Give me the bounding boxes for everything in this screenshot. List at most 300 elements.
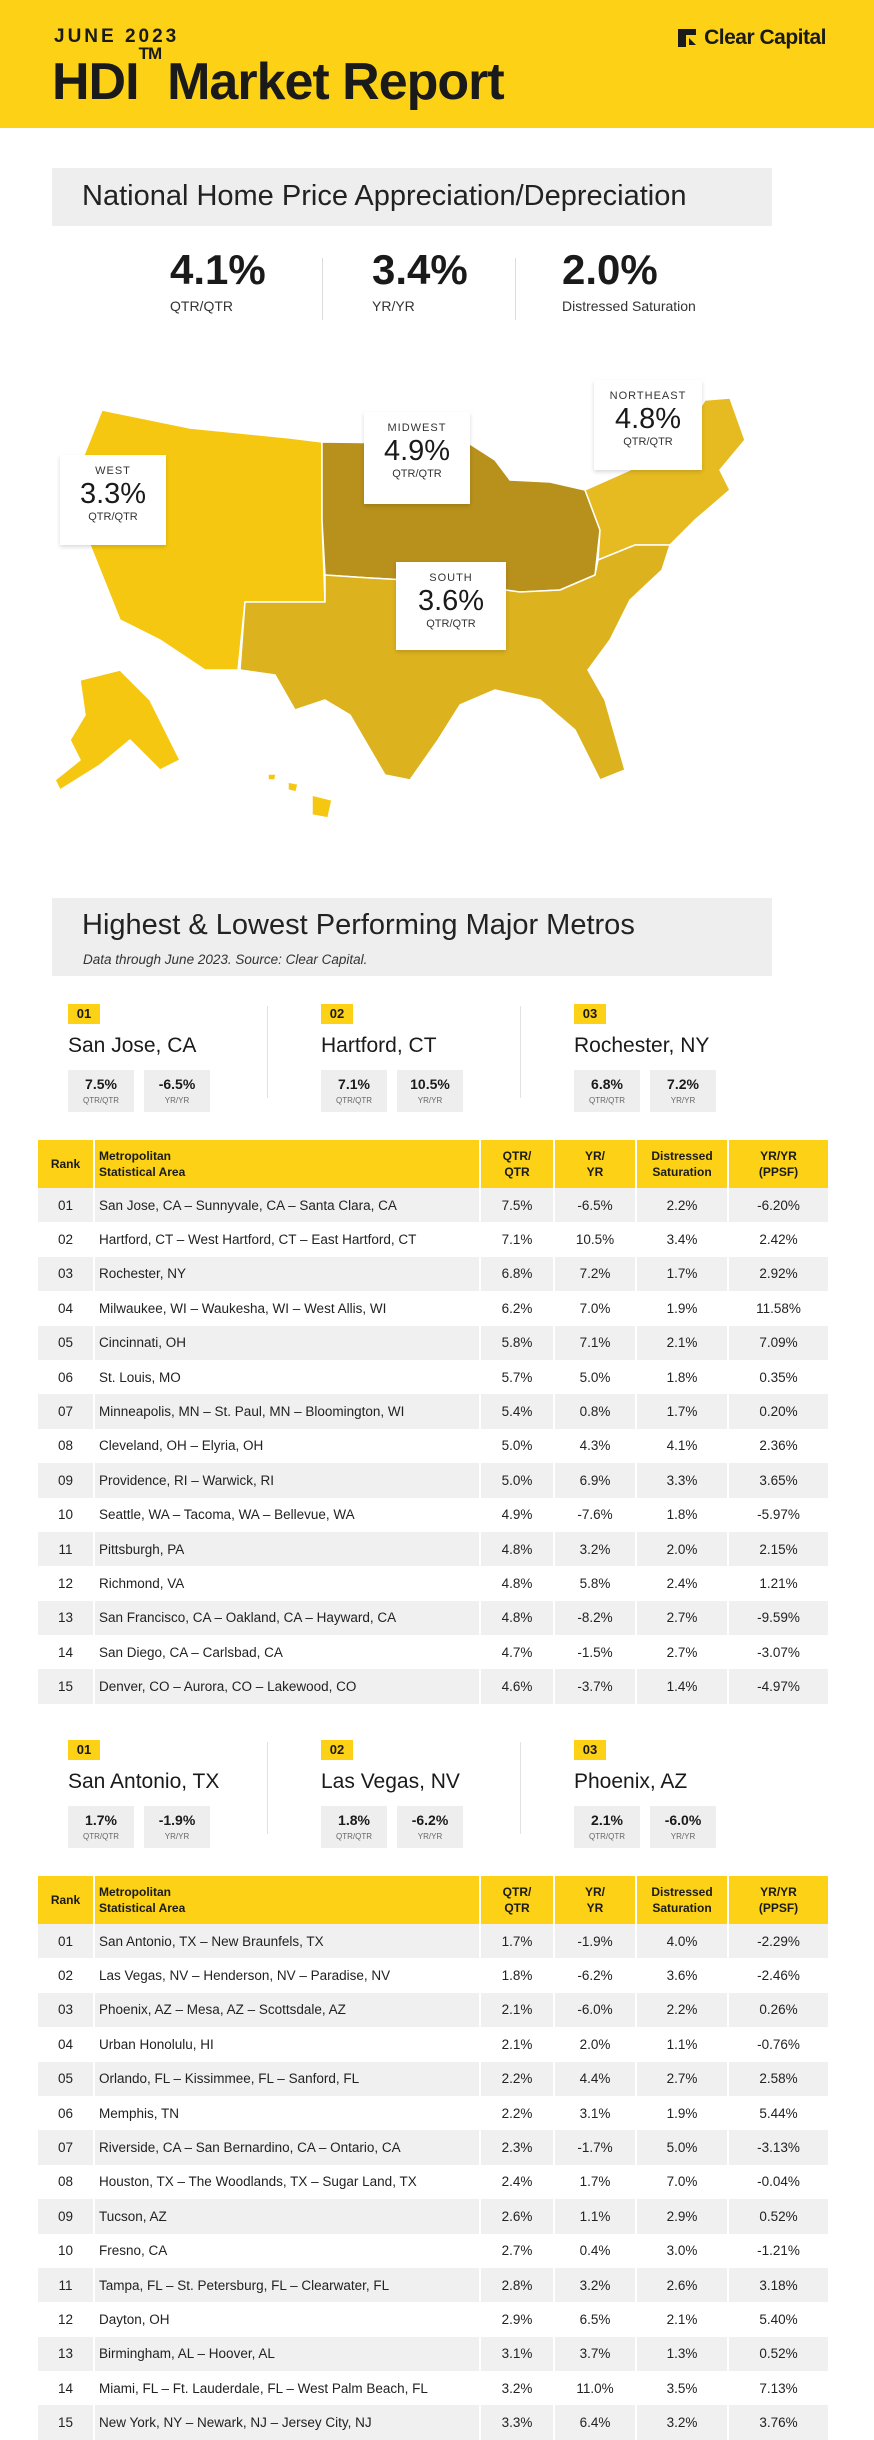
table-row (38, 1566, 828, 1600)
metro-card (558, 1004, 778, 1114)
cell-yr: 4.3% (554, 1429, 636, 1463)
cell-ppsf: 0.52% (728, 2199, 828, 2233)
cell-yr: 7.1% (554, 1326, 636, 1360)
cell-rank: 13 (38, 1601, 94, 1635)
title-suffix: Market Report (167, 53, 504, 111)
cell-metro: Rochester, NY (94, 1257, 480, 1291)
metro-card-qtr-label: QTR/QTR (83, 1832, 119, 1841)
stat-divider (322, 258, 323, 320)
cell-distressed: 1.8% (636, 1498, 728, 1532)
cell-rank: 14 (38, 2371, 94, 2405)
metro-card-qtr (321, 1806, 387, 1848)
cell-ppsf: -0.04% (757, 2174, 800, 2190)
cell-distressed: 4.0% (636, 1924, 728, 1958)
report-header (0, 0, 874, 128)
cell-distressed: 3.3% (636, 1463, 728, 1497)
cell-ppsf: 3.65% (728, 1463, 828, 1497)
table-row (38, 1429, 828, 1463)
cell-metro: Riverside, CA – San Bernardino, CA – Ontario, CA (94, 2130, 480, 2164)
cell-rank: 15 (38, 2405, 94, 2439)
cell-rank: 10 (38, 1498, 94, 1532)
cell-metro: Miami, FL – Ft. Lauderdale, FL – West Palm Beach, FL (94, 2371, 480, 2405)
metro-card-city: Phoenix, AZ (574, 1770, 688, 1793)
cell-distressed: 2.0% (636, 1532, 728, 1566)
metro-card-yr-label: YR/YR (164, 1096, 190, 1105)
table-row (38, 2268, 828, 2302)
cell-qtr: 4.8% (480, 1532, 554, 1566)
cell-distressed: 3.0% (636, 2234, 728, 2268)
metro-card-yr-label: YR/YR (164, 1832, 190, 1841)
metro-card-qtr (574, 1070, 640, 1112)
us-region-map (40, 370, 820, 840)
cell-qtr: 3.2% (480, 2371, 554, 2405)
cell-ppsf: 7.13% (759, 2380, 798, 2396)
metro-card-city: Rochester, NY (574, 1034, 710, 1057)
metro-card (52, 1740, 272, 1850)
cell-yr: -1.5% (554, 1635, 636, 1669)
table-row (38, 1222, 828, 1256)
cell-yr: 6.4% (554, 2405, 636, 2439)
cell-ppsf: -4.97% (728, 1669, 828, 1703)
cell-yr: -6.2% (554, 1958, 636, 1992)
header-distressed: Distressed Saturation (636, 1140, 728, 1188)
cell-ppsf: 7.09% (728, 1326, 828, 1360)
metro-card-qtr-value: 1.8% (338, 1812, 370, 1828)
cell-distressed: 2.2% (636, 1993, 728, 2027)
cell-metro: Milwaukee, WI – Waukesha, WI – West Allis, WI (94, 1291, 480, 1325)
metro-card (558, 1740, 778, 1850)
table-row (38, 2234, 828, 2268)
cell-distressed: 2.7% (636, 1601, 728, 1635)
cell-rank: 13 (38, 2337, 94, 2371)
metro-card-yr-label: YR/YR (417, 1096, 443, 1105)
table-row (38, 1326, 828, 1360)
table-header-row (38, 1140, 828, 1188)
cell-ppsf: -5.97% (757, 1507, 800, 1523)
brand-logo-icon (676, 27, 698, 49)
table-row (38, 2062, 828, 2096)
cell-distressed: 1.9% (636, 1291, 728, 1325)
callout-northeast-label: QTR/QTR (623, 436, 673, 448)
cell-ppsf: -2.46% (757, 1968, 800, 1984)
metro-card (305, 1740, 525, 1850)
cell-qtr: 2.2% (480, 2096, 554, 2130)
metro-card-yr-value: -6.2% (411, 1812, 449, 1828)
cell-ppsf: 2.92% (728, 1257, 828, 1291)
cell-metro: Pittsburgh, PA (94, 1532, 480, 1566)
metro-card-rank: 01 (68, 1740, 100, 1760)
title-prefix: HDI (52, 53, 139, 111)
cell-distressed: 2.9% (636, 2199, 728, 2233)
cell-metro: Urban Honolulu, HI (94, 2027, 480, 2061)
cell-qtr: 4.9% (480, 1498, 554, 1532)
cell-metro: Phoenix, AZ – Mesa, AZ – Scottsdale, AZ (94, 1993, 480, 2027)
cell-yr: -1.9% (554, 1924, 636, 1958)
cell-yr: 4.4% (554, 2062, 636, 2096)
stat-distressed-value: 2.0% (562, 246, 658, 293)
cell-yr: 3.1% (554, 2096, 636, 2130)
header-rank: Rank (38, 1876, 94, 1924)
metro-card-qtr (68, 1070, 134, 1112)
header-distressed: Distressed Saturation (636, 1876, 728, 1924)
cell-metro: Tucson, AZ (94, 2199, 480, 2233)
table-row (38, 1188, 828, 1222)
metros-banner (52, 898, 772, 976)
metro-card-qtr-value: 6.8% (591, 1076, 623, 1092)
cell-qtr: 3.1% (480, 2337, 554, 2371)
cell-distressed: 3.6% (636, 1958, 728, 1992)
table-header-row (38, 1876, 828, 1924)
callout-midwest (364, 412, 470, 504)
cell-metro: Cleveland, OH – Elyria, OH (94, 1429, 480, 1463)
stat-distressed (562, 246, 696, 314)
cell-distressed: 1.4% (636, 1669, 728, 1703)
trademark-mark: TM (138, 43, 162, 63)
cell-yr: -1.7% (554, 2130, 636, 2164)
metro-card-qtr-value: 7.1% (338, 1076, 370, 1092)
cell-qtr: 5.7% (480, 1360, 554, 1394)
cell-distressed: 2.4% (636, 1566, 728, 1600)
stat-yr-value: 3.4% (372, 246, 468, 293)
stat-yr (372, 246, 468, 314)
stat-divider (515, 258, 516, 320)
metro-card-qtr-value: 1.7% (85, 1812, 117, 1828)
cell-qtr: 1.7% (480, 1924, 554, 1958)
cell-qtr: 2.2% (480, 2062, 554, 2096)
cell-rank: 06 (38, 2096, 94, 2130)
cell-yr: 3.7% (554, 2337, 636, 2371)
metro-card (305, 1004, 525, 1114)
cell-yr: -7.6% (554, 1498, 636, 1532)
cell-rank: 07 (38, 2130, 94, 2164)
cell-distressed: 1.7% (636, 1394, 728, 1428)
metro-card-yr (144, 1070, 210, 1112)
cell-rank: 11 (38, 1532, 94, 1566)
metro-card-yr-value: 10.5% (410, 1076, 450, 1092)
metro-card-city: Las Vegas, NV (321, 1770, 460, 1793)
cell-rank: 03 (38, 1993, 94, 2027)
cell-metro: Denver, CO – Aurora, CO – Lakewood, CO (94, 1669, 480, 1703)
header-metro: Metropolitan Statistical Area (94, 1140, 480, 1188)
table-row (38, 1257, 828, 1291)
cell-yr: 6.5% (554, 2302, 636, 2336)
cell-distressed: 3.4% (636, 1222, 728, 1256)
cell-distressed: 3.5% (636, 2371, 728, 2405)
table-row (38, 1601, 828, 1635)
cell-rank: 01 (38, 1188, 94, 1222)
metro-card (52, 1004, 272, 1114)
callout-midwest-region: MIDWEST (387, 422, 447, 434)
metro-card-qtr (68, 1806, 134, 1848)
stat-qtr-value: 4.1% (170, 246, 266, 293)
metro-card-rank: 02 (321, 1740, 353, 1760)
header-metro: Metropolitan Statistical Area (94, 1876, 480, 1924)
cell-metro: Fresno, CA (94, 2234, 480, 2268)
stat-yr-label: YR/YR (372, 298, 415, 314)
cell-distressed: 1.7% (636, 1257, 728, 1291)
cell-ppsf: -3.13% (728, 2130, 828, 2164)
table-row (38, 1924, 828, 1958)
region-west-hawaii-shape (288, 782, 298, 792)
cell-ppsf: 0.35% (759, 1369, 798, 1385)
cell-rank: 02 (38, 1958, 94, 1992)
metros-title: Highest & Lowest Performing Major Metros (82, 909, 635, 941)
table-row (38, 1291, 828, 1325)
cell-qtr: 6.8% (480, 1257, 554, 1291)
cell-rank: 14 (38, 1635, 94, 1669)
report-title (52, 43, 504, 112)
cell-yr: 7.2% (554, 1257, 636, 1291)
cell-metro: Seattle, WA – Tacoma, WA – Bellevue, WA (94, 1498, 480, 1532)
cell-metro: San Jose, CA – Sunnyvale, CA – Santa Clara, CA (94, 1188, 480, 1222)
cell-qtr: 6.2% (480, 1291, 554, 1325)
cell-qtr: 2.6% (480, 2199, 554, 2233)
table-row (38, 2165, 828, 2199)
region-west-alaska-shape (55, 670, 180, 790)
cell-qtr: 3.3% (480, 2405, 554, 2439)
callout-midwest-value: 4.9% (383, 435, 451, 467)
table-row (38, 2405, 828, 2439)
cell-yr: 5.0% (554, 1360, 636, 1394)
header-ppsf: YR/YR (PPSF) (728, 1140, 828, 1188)
table-row (38, 2096, 828, 2130)
metro-card-city: San Antonio, TX (68, 1770, 220, 1793)
cell-rank: 05 (38, 2062, 94, 2096)
header-qtr: QTR/ QTR (480, 1876, 554, 1924)
callout-midwest-label: QTR/QTR (392, 468, 442, 480)
table-row (38, 1463, 828, 1497)
region-west-hawaii-shape (312, 795, 332, 818)
cell-ppsf: 0.52% (728, 2337, 828, 2371)
cell-ppsf: 0.20% (728, 1394, 828, 1428)
cell-yr: -6.5% (554, 1188, 636, 1222)
table-row (38, 1498, 828, 1532)
brand-logo (676, 26, 826, 50)
cell-rank: 08 (38, 2165, 94, 2199)
cell-metro: Memphis, TN (94, 2096, 480, 2130)
callout-south (396, 562, 506, 650)
cell-ppsf: 2.36% (759, 1438, 798, 1454)
metro-card-yr-label: YR/YR (417, 1832, 443, 1841)
cell-yr: 1.7% (554, 2165, 636, 2199)
callout-northeast-region: NORTHEAST (609, 390, 687, 402)
table-row (38, 2027, 828, 2061)
cell-yr: 10.5% (554, 1222, 636, 1256)
metro-card-yr (650, 1806, 716, 1848)
header-qtr: QTR/ QTR (480, 1140, 554, 1188)
cell-qtr: 2.1% (480, 2027, 554, 2061)
cell-distressed: 2.1% (636, 2302, 728, 2336)
metro-card-yr (397, 1070, 463, 1112)
metro-card-yr-value: 7.2% (667, 1076, 699, 1092)
cell-distressed: 1.8% (636, 1360, 728, 1394)
cell-metro: Dayton, OH (94, 2302, 480, 2336)
cell-rank: 03 (38, 1257, 94, 1291)
cell-ppsf: -1.21% (757, 2243, 800, 2259)
callout-south-region: SOUTH (429, 572, 473, 584)
cell-ppsf: 11.58% (756, 1300, 801, 1316)
card-divider (267, 1006, 268, 1098)
metro-card-qtr (574, 1806, 640, 1848)
report-month: JUNE 2023 (54, 26, 180, 47)
metro-card-yr-label: YR/YR (670, 1096, 696, 1105)
cell-qtr: 4.8% (480, 1601, 554, 1635)
cell-yr: 1.1% (554, 2199, 636, 2233)
cell-distressed: 2.7% (636, 2062, 728, 2096)
cell-yr: 0.4% (554, 2234, 636, 2268)
cell-metro: Las Vegas, NV – Henderson, NV – Paradise, NV (94, 1958, 480, 1992)
table-row (38, 1360, 828, 1394)
cell-metro: Birmingham, AL – Hoover, AL (94, 2337, 480, 2371)
card-divider (520, 1742, 521, 1834)
cell-qtr: 7.1% (480, 1222, 554, 1256)
metro-card-qtr-value: 2.1% (591, 1812, 623, 1828)
cell-ppsf: 2.42% (759, 1232, 798, 1248)
metro-card-yr-value: -6.5% (158, 1076, 196, 1092)
cell-ppsf: 1.21% (759, 1575, 798, 1591)
cell-ppsf: -9.59% (728, 1601, 828, 1635)
metros-subtitle: Data through June 2023. Source: Clear Capital. (83, 952, 368, 967)
national-title: National Home Price Appreciation/Depreciation (82, 180, 687, 212)
cell-qtr: 1.8% (480, 1958, 554, 1992)
cell-qtr: 2.9% (480, 2302, 554, 2336)
brand-name: Clear Capital (704, 26, 826, 49)
header-yr: YR/ YR (554, 1140, 636, 1188)
cell-rank: 10 (38, 2234, 94, 2268)
cell-yr: 5.8% (554, 1566, 636, 1600)
cell-rank: 12 (38, 2302, 94, 2336)
cell-rank: 15 (38, 1669, 94, 1703)
callout-northeast (594, 380, 702, 470)
cell-distressed: 2.2% (636, 1188, 728, 1222)
callout-west (60, 455, 166, 545)
cell-yr: -8.2% (554, 1601, 636, 1635)
cell-rank: 11 (38, 2268, 94, 2302)
cell-yr: 7.0% (554, 1291, 636, 1325)
cell-ppsf: 3.18% (728, 2268, 828, 2302)
cell-ppsf: 2.15% (728, 1532, 828, 1566)
cell-rank: 04 (38, 1291, 94, 1325)
national-banner (52, 168, 772, 226)
cell-rank: 09 (38, 1463, 94, 1497)
cell-yr: 2.0% (554, 2027, 636, 2061)
metro-card-qtr-label: QTR/QTR (589, 1832, 625, 1841)
cell-qtr: 4.8% (480, 1566, 554, 1600)
callout-west-label: QTR/QTR (88, 511, 138, 523)
metro-card-qtr-value: 7.5% (85, 1076, 117, 1092)
cell-metro: St. Louis, MO (94, 1360, 480, 1394)
stat-qtr-label: QTR/QTR (170, 298, 233, 314)
table-row (38, 2199, 828, 2233)
stat-qtr (170, 246, 266, 314)
bottom-metros-table (38, 1876, 828, 2440)
card-divider (520, 1006, 521, 1098)
table-row (38, 1958, 828, 1992)
metro-card-rank: 02 (321, 1004, 353, 1024)
cell-metro: Providence, RI – Warwick, RI (94, 1463, 480, 1497)
cell-ppsf: -3.07% (757, 1644, 800, 1660)
cell-rank: 09 (38, 2199, 94, 2233)
cell-metro: San Antonio, TX – New Braunfels, TX (94, 1924, 480, 1958)
cell-distressed: 4.1% (636, 1429, 728, 1463)
metro-card-yr-value: -6.0% (664, 1812, 702, 1828)
metro-card-yr-label: YR/YR (670, 1832, 696, 1841)
table-row (38, 1635, 828, 1669)
metro-card-qtr-label: QTR/QTR (589, 1096, 625, 1105)
cell-qtr: 4.7% (480, 1635, 554, 1669)
cell-rank: 08 (38, 1429, 94, 1463)
table-row (38, 2302, 828, 2336)
callout-northeast-value: 4.8% (614, 403, 682, 435)
metro-card-qtr (321, 1070, 387, 1112)
table-row (38, 2130, 828, 2164)
metro-card-yr (397, 1806, 463, 1848)
metro-card-rank: 03 (574, 1004, 606, 1024)
cell-metro: Cincinnati, OH (94, 1326, 480, 1360)
cell-ppsf: 2.58% (728, 2062, 828, 2096)
metro-card-qtr-label: QTR/QTR (336, 1096, 372, 1105)
cell-distressed: 2.6% (636, 2268, 728, 2302)
metro-card-rank: 01 (68, 1004, 100, 1024)
callout-south-value: 3.6% (417, 585, 485, 617)
cell-yr: 11.0% (554, 2371, 636, 2405)
cell-qtr: 2.1% (480, 1993, 554, 2027)
table-row (38, 1532, 828, 1566)
metro-card-yr-value: -1.9% (158, 1812, 196, 1828)
metro-card-rank: 03 (574, 1740, 606, 1760)
metro-card-yr (144, 1806, 210, 1848)
cell-metro: San Francisco, CA – Oakland, CA – Hayward, CA (94, 1601, 480, 1635)
cell-rank: 07 (38, 1394, 94, 1428)
table-row (38, 1669, 828, 1703)
cell-ppsf: -2.29% (728, 1924, 828, 1958)
cell-qtr: 4.6% (480, 1669, 554, 1703)
cell-rank: 04 (38, 2027, 94, 2061)
header-yr: YR/ YR (554, 1876, 636, 1924)
cell-metro: Houston, TX – The Woodlands, TX – Sugar Land, TX (94, 2165, 480, 2199)
table-row (38, 1993, 828, 2027)
cell-rank: 02 (38, 1222, 94, 1256)
cell-yr: 0.8% (554, 1394, 636, 1428)
cell-qtr: 2.7% (480, 2234, 554, 2268)
cell-ppsf: -6.20% (728, 1188, 828, 1222)
cell-metro: Hartford, CT – West Hartford, CT – East Hartford, CT (94, 1222, 480, 1256)
cell-distressed: 3.2% (636, 2405, 728, 2439)
card-divider (267, 1742, 268, 1834)
cell-distressed: 7.0% (636, 2165, 728, 2199)
cell-rank: 12 (38, 1566, 94, 1600)
cell-metro: New York, NY – Newark, NJ – Jersey City, NJ (94, 2405, 480, 2439)
cell-qtr: 5.0% (480, 1463, 554, 1497)
cell-distressed: 1.1% (636, 2027, 728, 2061)
cell-metro: Orlando, FL – Kissimmee, FL – Sanford, FL (94, 2062, 480, 2096)
cell-yr: 3.2% (554, 2268, 636, 2302)
cell-ppsf: 5.44% (759, 2105, 798, 2121)
cell-ppsf: -0.76% (757, 2036, 800, 2052)
top-metros-table (38, 1140, 828, 1704)
cell-qtr: 7.5% (480, 1188, 554, 1222)
cell-yr: 6.9% (554, 1463, 636, 1497)
cell-qtr: 5.0% (480, 1429, 554, 1463)
region-west-hawaii-shape (268, 774, 276, 780)
cell-yr: -3.7% (554, 1669, 636, 1703)
table-row (38, 1394, 828, 1428)
cell-yr: -6.0% (554, 1993, 636, 2027)
cell-rank: 01 (38, 1924, 94, 1958)
cell-metro: Richmond, VA (94, 1566, 480, 1600)
cell-rank: 06 (38, 1360, 94, 1394)
callout-south-label: QTR/QTR (426, 618, 476, 630)
